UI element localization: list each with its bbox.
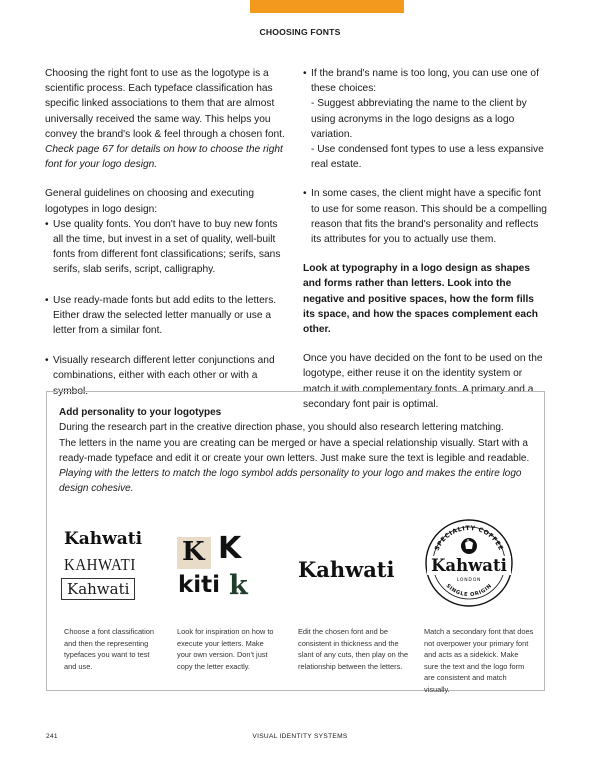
letter-tile-beige (177, 537, 211, 569)
letter-k-serif: K (182, 537, 205, 567)
long-name-option: - Suggest abbreviating the name to the client by using acronyms in the logo designs as a logo variation. (311, 98, 527, 140)
callout-title: Add personality to your logotypes (59, 407, 222, 418)
section-tab (250, 0, 404, 13)
long-name-intro: If the brand's name is too long, you can use one of these choices: (311, 68, 539, 95)
callout-line: During the research part in the creative direction phase, you should also research lettering matching. (59, 422, 504, 434)
intro-italic-note: Check page 67 for details on how to choose the right font for your logo design. (45, 144, 283, 171)
list-item: • Visually research different letter conjunctions and combinations, either with each other or with a symbol. (45, 353, 285, 399)
badge-city: LONDON (456, 578, 482, 583)
page-number: 241 (46, 733, 58, 740)
edited-logotype: Kahwati (298, 557, 395, 582)
footer-section-title: VISUAL IDENTITY SYSTEMS (252, 733, 348, 740)
right-bullet-list (303, 66, 548, 247)
intro-paragraph (45, 66, 285, 172)
highlight-paragraph: Look at typography in a logo design as shapes and forms rather than letters. Look into the negative and positive spaces, how the form fills its space, and how the spaces complement each other. (303, 263, 538, 336)
badge-top-text: SPECIALITY COFFEE (433, 524, 505, 552)
letter-k-green: k (229, 570, 248, 601)
caption-font-classification: Choose a font classification and then the representing typefaces you want to test and use. (64, 627, 154, 671)
example-word-serif: Kahwati (64, 529, 143, 549)
callout-line: The letters in the name you are creating can be merged or have a special relationship visually. Start with a ready-made typeface and edit it or create your own letters. Just make sure the text is legible and readable. (59, 437, 530, 464)
letter-k-sans: K (218, 531, 242, 566)
intro-text: Choosing the right font to use as the logotype is a scientific process. Each typeface classification has specific linked associations to them that are almost universally received the same way. This helps you convey the brand's look & feel through a chosen font. (45, 68, 285, 140)
caption-letter-inspiration: Look for inspiration on how to execute your letters. Make your own version. Don't just copy the letter exactly. (177, 627, 274, 671)
callout-italic: Playing with the letters to match the logo symbol adds personality to your logo and makes the entire logo design cohesive. (59, 468, 522, 495)
badge-bottom-text: SINGLE ORIGIN (444, 582, 494, 599)
coffee-cup-icon (461, 538, 477, 554)
guidelines-list (45, 217, 285, 399)
caption-edit-font: Edit the chosen font and be consistent in thickness and the slant of any cuts, then play on the relationship between the letters. (298, 627, 409, 671)
example-word-boxed (61, 578, 135, 600)
closing-paragraph: Once you have decided on the font to be used on the logotype, either reuse it on the identity system or match it with complementary fonts. A primary and a secondary font pair is optimal. (303, 353, 543, 410)
long-name-option: - Use condensed font types to use a less expansive real estate. (311, 144, 544, 171)
guidelines-heading: General guidelines on choosing and executing logotypes in logo design: (45, 188, 254, 215)
example-word-boxed-label: Kahwati (67, 580, 130, 598)
letters-kiti: kiti (178, 572, 221, 598)
list-item: • In some cases, the client might have a specific font to use for some reason. This should be a compelling reason that fits the brand's personality and reflects its attributes for you to actually use them. (303, 186, 548, 247)
list-item (303, 66, 548, 172)
callout-text (59, 405, 534, 497)
example-word-caps: KAHWATI (64, 556, 136, 575)
list-item: • Use ready-made fonts but add edits to the letters. Either draw the selected letter manually or use a letter from a similar font. (45, 293, 285, 339)
right-column (303, 66, 548, 426)
caption-secondary-font: Match a secondary font that does not overpower your primary font and acts as a sidekick. Make sure the text and the logo form are consistent and match visually. (424, 627, 534, 694)
page-title: CHOOSING FONTS (259, 27, 341, 37)
left-column (45, 66, 285, 413)
badge-name: Kahwati (431, 556, 507, 575)
list-item: • Use quality fonts. You don't have to buy new fonts all the time, but invest in a set of quality, well-built fonts from different font classifications; serifs, sans serifs, slab serifs, script, calligraphy. (45, 217, 285, 278)
coffee-badge-logo (424, 518, 514, 608)
